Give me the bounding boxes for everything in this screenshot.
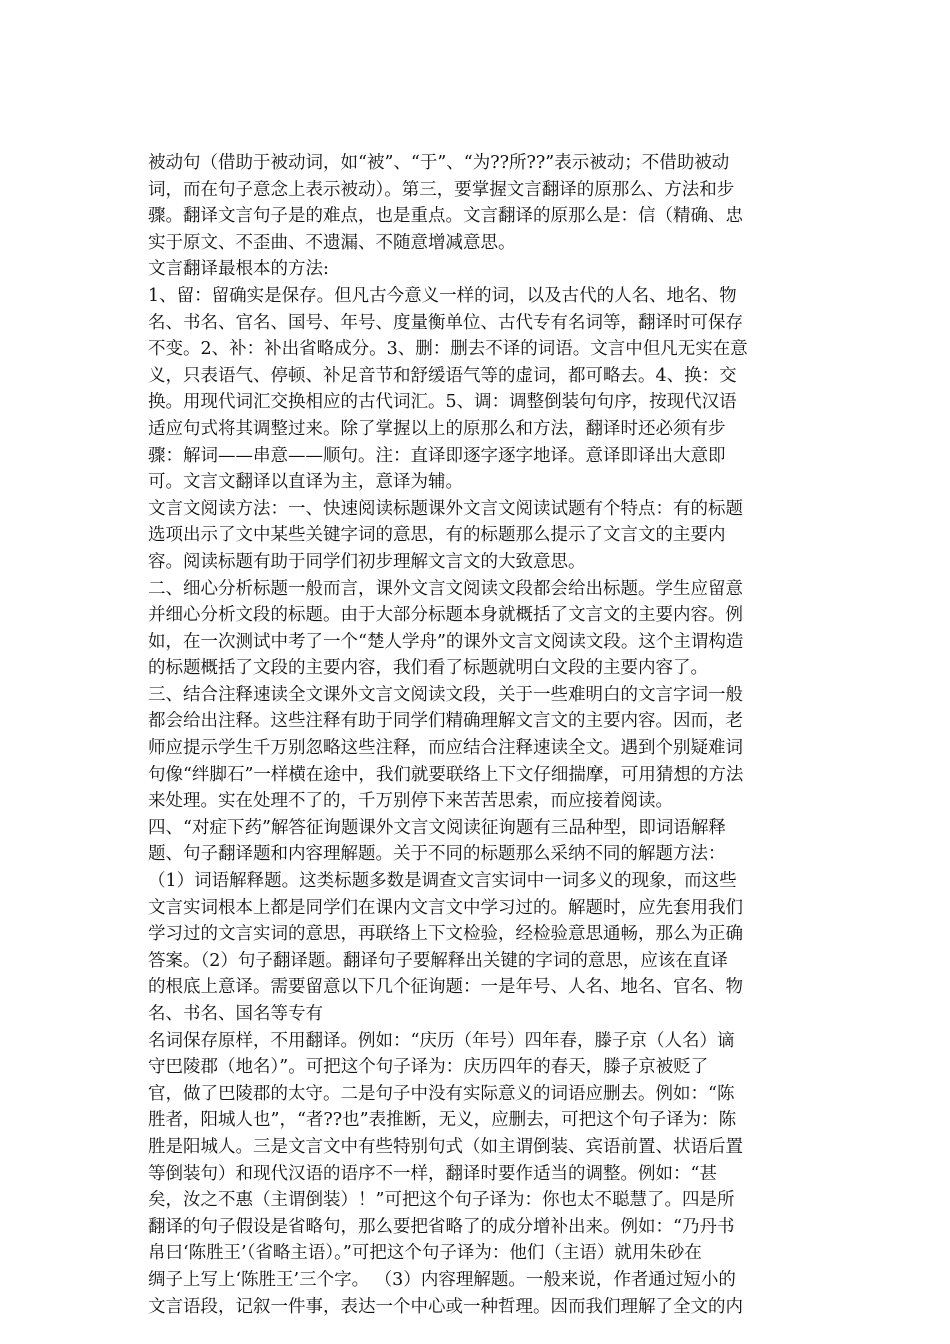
text-line: 被动句（借助于被动词，如“被”、“于”、“为??所??”表示被动；不借助被动 bbox=[148, 153, 730, 173]
text-line: 文言实词根本上都是同学们在课内文言文中学习过的。解题时，应先套用我们 bbox=[148, 897, 743, 918]
text-line: 等倒装句）和现代汉语的语序不一样，翻译时要作适当的调整。例如：“甚 bbox=[148, 1163, 717, 1184]
text-line: 翻译的句子假设是省略句，那么要把省略了的成分增补出来。例如：“乃丹书 bbox=[148, 1216, 735, 1237]
text-line: 的根底上意译。需要留意以下几个征询题：一是年号、人名、地名、官名、物 bbox=[148, 977, 743, 998]
text-line: 如，在一次测试中考了一个“楚人学舟”的课外文言文阅读文段。这个主谓构造 bbox=[148, 631, 744, 652]
text-line: 选项出示了文中某些关键字词的意思，有的标题那么提示了文言文的主要内 bbox=[148, 525, 726, 546]
text-line: 可。文言文翻译以直译为主，意译为辅。 bbox=[148, 472, 463, 493]
text-line: 胜者，阳城人也”，“者??也”表推断，无义，应删去，可把这个句子译为：陈 bbox=[148, 1110, 737, 1131]
text-line: 名、书名、国名等专有 bbox=[148, 1004, 323, 1024]
text-line: 矣，汝之不惠（主谓倒装）！”可把这个句子译为：你也太不聪慧了。四是所 bbox=[148, 1190, 735, 1211]
text-line: 词，而在句子意念上表示被动）。第三，要掌握文言翻译的原那么、方法和步 bbox=[148, 179, 735, 200]
text-line: 名词保存原样，不用翻译。例如：“庆历（年号）四年春，滕子京（人名）谪 bbox=[148, 1030, 735, 1051]
text-line: 答案。（2）句子翻译题。翻译句子要解释出关键的字词的意思，应该在直译 bbox=[148, 950, 728, 971]
text-line: 1、留：留确实是保存。但凡古今意义一样的词，以及古代的人名、地名、物 bbox=[148, 285, 737, 306]
text-line: 适应句式将其调整过来。除了掌握以上的原那么和方法，翻译时还必须有步 bbox=[148, 418, 726, 439]
text-line: 二、细心分析标题一般而言，课外文言文阅读文段都会给出标题。学生应留意 bbox=[148, 578, 743, 599]
text-line: 官，做了巴陵郡的太守。二是句子中没有实际意义的词语应删去。例如：“陈 bbox=[148, 1083, 735, 1104]
text-line: 胜是阳城人。三是文言文中有些特别句式（如主谓倒装、宾语前置、状语后置 bbox=[148, 1136, 743, 1157]
text-line: 文言语段，记叙一件事，表达一个中心或一种哲理。因而我们理解了全文的内 bbox=[148, 1296, 743, 1317]
text-line: 题、句子翻译题和内容理解题。关于不同的标题那么采纳不同的解题方法： bbox=[148, 844, 726, 865]
text-line: 绸子上写上‘陈胜王’三个字。 （3）内容理解题。一般来说，作者通过短小的 bbox=[148, 1269, 736, 1290]
text-line: 名、书名、官名、国号、年号、度量衡单位、古代专有名词等，翻译时可保存 bbox=[148, 312, 743, 333]
text-line: 文言文阅读方法：一、快速阅读标题课外文言文阅读试题有个特点：有的标题 bbox=[148, 498, 743, 519]
text-line: 守巴陵郡（地名）”。可把这个句子译为：庆历四年的春天，滕子京被贬了 bbox=[148, 1057, 709, 1078]
text-line: 容。阅读标题有助于同学们初步理解文言文的大致意思。 bbox=[148, 551, 586, 572]
text-line: 学习过的文言实词的意思，再联络上下文检验，经检验意思通畅，那么为正确 bbox=[148, 924, 743, 945]
text-line: 义，只表语气、停顿、补足音节和舒缓语气等的虚词，都可略去。4、换：交 bbox=[148, 365, 737, 386]
text-line: 不变。2、补：补出省略成分。3、删：删去不译的词语。文言中但凡无实在意 bbox=[148, 339, 748, 360]
text-line: 的标题概括了文段的主要内容，我们看了标题就明白文段的主要内容了。 bbox=[148, 658, 708, 679]
text-line: 三、结合注释速读全文课外文言文阅读文段，关于一些难明白的文言字词一般 bbox=[148, 684, 743, 705]
text-line: 并细心分析文段的标题。由于大部分标题本身就概括了文言文的主要内容。例 bbox=[148, 605, 743, 626]
text-line: 师应提示学生千万别忽略这些注释，而应结合注释速读全文。遇到个别疑难词 bbox=[148, 738, 743, 759]
text-line: 实于原文、不歪曲、不遗漏、不随意增减意思。 bbox=[148, 232, 516, 253]
text-line: 四、“对症下药”解答征询题课外文言文阅读征询题有三品种型，即词语解释 bbox=[148, 817, 726, 838]
text-line: 来处理。实在处理不了的，千万别停下来苦苦思索，而应接着阅读。 bbox=[148, 791, 673, 812]
document-body bbox=[148, 150, 803, 1320]
text-line: （1）词语解释题。这类标题多数是调查文言实词中一词多义的现象，而这些 bbox=[148, 871, 737, 892]
text-line: 句像“绊脚石”一样横在途中，我们就要联络上下文仔细揣摩，可用猜想的方法 bbox=[148, 764, 744, 785]
text-line: 换。用现代词汇交换相应的古代词汇。5、调：调整倒装句句序，按现代汉语 bbox=[148, 392, 737, 413]
text-line: 帛曰‘陈胜王’（省略主语）。”可把这个句子译为：他们（主语）就用朱砂在 bbox=[148, 1243, 702, 1264]
section-heading: 文言翻译最根本的方法: bbox=[148, 259, 329, 280]
text-line: 都会给出注释。这些注释有助于同学们精确理解文言文的主要内容。因而，老 bbox=[148, 711, 743, 732]
text-line: 骤：解词——串意——顺句。注：直译即逐字逐字地译。意译即译出大意即 bbox=[148, 445, 726, 466]
text-line: 骤。翻译文言句子是的难点，也是重点。文言翻译的原那么是：信（精确、忠 bbox=[148, 206, 743, 227]
